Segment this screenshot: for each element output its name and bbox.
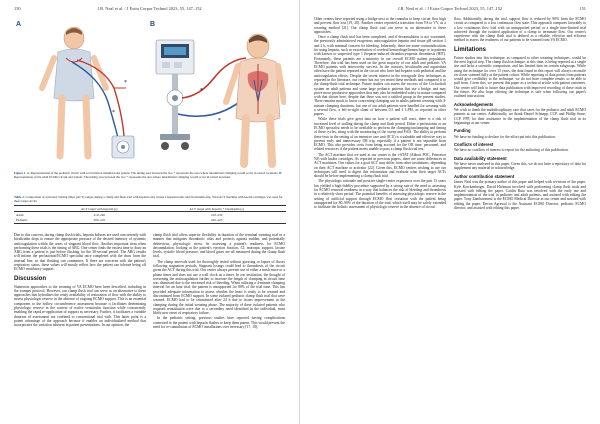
table-caption-text: Comparison of activated clotting times (ACT) ranges during a clamp and flush trial with heparin only versus a heparin bolus and bivalirudin drip. Total ACT machine with kaolin cartridges was used for these target ACTs. [14,195,283,204]
subheading-acknowledgements: Acknowledgements [454,101,494,107]
text-column [153,233,285,419]
running-header [314,6,586,14]
figure-illustration [14,18,286,168]
table-header-cell: ACT target with heparin + bivalirudin (s) [189,206,244,211]
running-header-text: J.R. Neal et al. / J Extra Corpor Technol 2023, 55, 147–152 [97,6,202,11]
body-paragraph: We wish to thank the multidisciplinary care that cares for the pediatric and adult ECMO patients at our center. Additionally, we thank Daniel Schnapp, CCP, and Phillip Sasse, CCP, FPP, for their assistance in the implementation of the clamp flush trial in its beginnings at our center. [454,108,586,125]
figure-caption [14,171,286,179]
body-paragraph: The physiologic rationale and positive single-center experience over the past 13 years has yielded a high-fidelity procedure supported by a strong rate of the need to assessing for ECMO removal readiness in a way that balances the risk of bleeding and thrombosis in a relatively short period. The potential benefits of assessing physiologic reserve in the setting of artificial support through ECMO flow cessation with the patient being unsupported for 80–90% of the duration of the trial, which itself may be safely extended to facilitate the holistic assessment of physiologic reserve in the absence of circuit [314,179,446,210]
body-paragraph: We have no funding to declare for the effort put into this publication. [454,134,556,139]
table-header-cell: ACT target with heparin (s) [81,206,118,211]
table-row [14,218,286,224]
figure-caption-text: A: Representation of the pediatric circuit with recirculation manifold and patient. The tubing area between the two * represents the area where intermittent clamping would occur in varied locations. B: Representation of the adult ECMO circuit and patient. The tubing area between the two * represents the area where intermittent clamping would occur in varied locations. [14,171,283,180]
text-column [454,17,586,419]
table-2 [14,195,286,224]
adult-patient-figure [226,34,284,164]
text-column [314,17,446,419]
figure-caption-label: Figure 1. [14,171,27,175]
body-paragraph: The ACT machine that we used at our center is the i-STAT (Abbott POC, Princeton NJ) with kaolin cartridges. As reported in previous papers, there are some differences in ACT machines. Our values for a goal ACT may differ from other institutions, depending on their ACT machine or activator [22]. Given this, ECMO centers wishing to use our techniques will need to digest this information and evaluate what their target ACTs should be before implementing a clamp flush trial. [314,152,446,179]
ecmo-machine [156,40,194,150]
subheading-data-availability: Data availability statement [454,155,507,161]
section-heading-discussion: Discussion [14,275,47,282]
subheading-author-contribution: Author contribution statement [454,173,515,179]
body-paragraph: flow. Additionally, during the trial, support flow is reduced by 90% from the ECMO circuit as compared to a low continuous flow state. This approach compares favorably to a low continuous flow trial with an unsupported period or a single time-limited trial achieved through the isolated application of a clamp to terminate flow. Our center's experience with the clamp flush trial is defined as a reliable, effective and efficient method to assess the readiness of our patients to be weaned from VA ECMO. [454,17,586,43]
body-paragraph: In the pediatric setting, previous studies have reported having complications connected to the patient with heparin flushes to keep them patent. This would prevent the need for re-cannulation of ECMO installations over necessary [17, 18], [153,316,285,329]
right-page [300,0,600,424]
clamp-marker-3: * [200,88,203,94]
body-paragraph: While these trials give great data on how a patient will react, there is a risk of increased level of stalling during the clamp and flush period. Either a perfusionist or an ECMO specialist needs to be available to perform the clamping/unclamping and timing of these cycles, along with the monitoring of the sweep and FiO2. The ability to perform these tests in the setting of an intensive care unit (ICU) is a valuable and effective way to prevent early and unnecessary OR trip, especially if a patient is not separable from ECMO. This also provides costs from being accrued for the OR time, personnel, and related resources if the patient meets unable to pass a clamp flush trial test. [314,117,446,152]
subheading-funding: Funding [454,128,471,134]
running-header [14,6,285,14]
body-paragraph: The clamp intervals used for thoroughly tested without guessing or lapses of fluxes following stagnation periods. Stagnant lysings could lead to thrombosis of the circuit given the ACT during this trial. Our center always prevent use of either a mesh more or a phone timer and does not use a wall clock as a timer. In our institution, the thought of worsening the anticoagulation further to increase the length of clamping in circuit time was dismissed due to the increased risk of bleeding. When utilizing a 4-minute clamping interval for an hour trial, the patient is unsupported for 80% of the trial time. This has provided adequate information to assess whether the heart is ready to be weaned and discontinued from ECMO support. In some isolated pediatric clamp flush trial that were weaned, ECMO had to be reinstituted after 24 h due to issues improvement in the clamping during the initial weaning phase. The majority of these isolated patients who required reinstitution were due to a secondary need identified in the individual, most likely new onset of respiratory failure. [153,259,285,316]
child-figure [42,27,106,156]
body-paragraph: clamp flush trial offers superior flexibility in duration of the terminal weaning trial in a manner that mitigates thrombotic risks and protects against sudden, and potentially deleterious, physiologic stress. In assessing a patient's readiness for ECMO decannulation, looking at the patient's ejection fraction, CI, inotropic support, lactate levels, systolic blood pressure, and blood gases are all measured during the clamp flush trial. [153,233,285,259]
body-paragraph: James Neal was the primary author of this paper and helped with revisions of the paper. Kyle Kerckenberger, David Hickman involved with performing clamp flush trials and assisted with editing the paper. Caitlin Ruia was involved with the early use and implementation of the trial in pediatric and adult patients, and assisted with editing the paper. Tony Zambavaneni is the ECMO Medical Director at our center and assisted with editing the paper. Devon Agrawal is the Assistant ECMO Director, pediatric ECMO director, and assisted with editing this paper. [454,180,586,210]
table-cell: 220–225 [210,218,223,223]
body-paragraph: Once a clamp flush trial has been completed, and if decannulation is not warranted, the previously administered exogenous anticoagulation heparin and tissue pH section 1 and 2 h, with minimal concern for bleeding. Inherently, there are some contraindications for using heparin, such as exacerbation of cerebral hemorrhage/hemorrhage or in patients with known or suspected type 1 (heparin-induced thrombocytopenia thrombosis (HIT). Fortunately, these patients are a minority in our overall ECMO patient population. Therefore, this trial has been used on the great majority of our adult and pediatric VA ECMO patients with noteworthy success. In the contrary, bivalirudin and argatroban often have the patient reported in the circuit who have had heparin with pedinical and the anticoagulation effects. Despite the recent interest in the retrograde flow techniques as reported in the literature, our center has not yet tested these methods and compared it to the clamp-flush trial technique. Future studies can assess the success of the Cockroftaft system on adult patients and some large pediatric patients that use a bridge, and may prove more productive approaches that may also be embedded safety in nature compared with that shown here, despite that there was not a ratified group in the present studies. There remains much to know concerning clamping use in adults patients weaning with 4-minute clamping durations, but one of our adult patients were handled for weaning with a several flow, a left-to-right shunt of between 0.5 and 1 LPM, as reported in other papers. [314,35,446,117]
panel-b-label: B [150,21,156,28]
body-paragraph: We have never analyzed in this paper. Given this, we do not have a repository of data for supplement any material to acknowledge. [454,162,586,171]
body-paragraph: Due to this concern, during clamp flush trials, heparin boluses are used concurrently with bivalirudin drips to ensure the appropriate pressure of the desired intensity of systemic anticoagulation within the areas of stagnant blood flow. Another important item when performing these trials is the timing of ABG. One center finds the easiest time to draw an ABG from a patient is just before flushing for the 30-second period. The ABG results will inform the perfusionist/ECMO specialist once completed with the draw from the internal line, so that flushing can commence. If there are concerns with the patient's respiratory status, these values will mostly reflect how the patient can tolerate being off ECMO ventilatory support. [14,233,146,272]
text-column [14,233,146,419]
table-cell: Adult [16,212,24,217]
left-body-columns [14,233,285,419]
panel-a-label: A [16,21,22,28]
body-paragraph: Future studies into this technique, as compared to other weaning techniques, would be the next logical step. The clamp flush technique, at this time, is being reported at a single site and lacks a scientific comparison, and has limited data on certain subgroups. While using the technique for over 13 years, the data found in this report will always reconcile on closer scanned fully at the patient cohort. While reporting of data points from patients would give credibility to the technique, we do not have complete results so be able to pull from. Given this, we present this paper as a technical article with patient outcomes. Our center will look to future data publication with improved recording of these trials in the future. We also hope offering the technique is safe when following our paper's outlined instructions. [454,55,586,99]
table-cell: 210–220 [93,212,106,217]
table-cell: 210–230 [210,212,223,217]
clamp-marker-2: * [124,80,127,86]
subheading-conflicts: Conflicts of interest [454,141,494,147]
figure-1 [14,18,286,168]
right-body-columns [314,17,586,419]
clamp-marker-1: * [112,110,115,116]
body-paragraph: Numerous approaches to the weaning of VA ECMO have been described, including in the trumpet protocol. However, our clamp flush trial can serve as an alternative to these approaches that hybridizes the ready availability of restoration of flow with the ability to assess physiologic reserve in the absence of ongoing ECMO support. This is an essential component to the hollow circumference assessment because it facilitates determining physiologic reserve in the context of native ventricular function while concurrently enabling the rapid re-application of support as necessary. Further, it facilitates a variable duration of assessment not confined to conventional trial with. This latter point is a potent advantage of the approach because it enables an individualized method that incorporates the variation inherent in patient presentations. In our opinion, the [14,284,146,328]
section-heading-limitations: Limitations [454,46,487,53]
page-number: 151 [579,6,586,11]
body-paragraph: Other centers have reported using a bridge next to the cannulas to keep circuit flow high and prevent flow loss [19, 20]. Another center reported a transition from VA to VV, as a weaning method [21]. Our clamp flush trial can serve as an alternative to these approaches. [314,17,446,34]
body-paragraph: We have no conflicts of interest to report for the authoring of this publication. [454,148,569,153]
pediatric-pump-console [112,136,134,158]
table-cell: Pediatric [16,218,28,223]
table-cell: 200–210 [93,218,106,223]
table-caption-label: Table 2. [14,195,25,199]
act-table [14,205,286,224]
running-header-text: J.R. Neal et al. / J Extra Corpor Technol 2023, 55, 147–152 [397,6,503,11]
table-caption [14,195,286,203]
clamp-marker-4: * [218,118,221,124]
page-number: 150 [14,6,21,11]
